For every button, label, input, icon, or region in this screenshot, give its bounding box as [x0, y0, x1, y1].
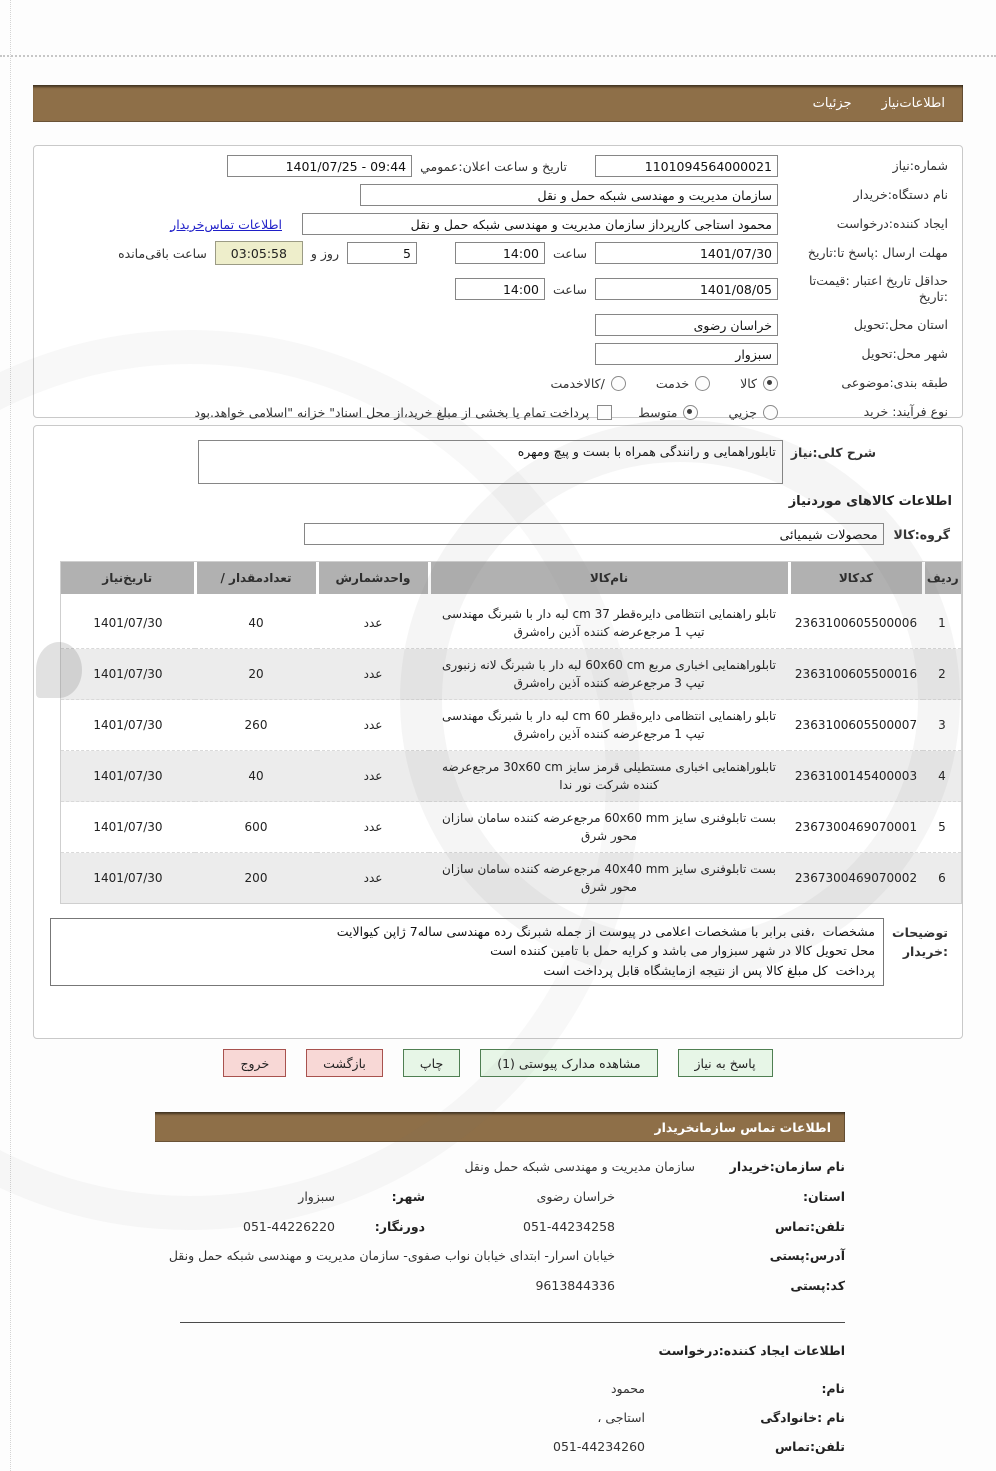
items-table-wrap [60, 561, 962, 904]
item-cell-unit: عدد [317, 649, 429, 700]
category-option-service [656, 376, 710, 391]
contact-phone-value: 051-44234258 [523, 1218, 615, 1234]
contact-province-value: خراسان رضوی [536, 1188, 615, 1204]
item-cell-name: تابلو راهنمایی انتظامی دایره‌قطر 60 cm لبه دار با شبرنگ مهندسی تیپ 1 مرجع‌عرضه کننده آذین راه‌شرق [429, 700, 789, 751]
items-table-header-cell: تاریخ‌نیاز [61, 562, 195, 596]
tab-details[interactable]: جزئیات [812, 96, 852, 111]
request-creator-label: ایجاد کننده:درخواست [836, 216, 948, 232]
price-validity-time-input[interactable] [455, 278, 545, 300]
goods-service-radio-label: /کالاخدمت [550, 375, 605, 391]
creator-first-name-value: محمود [610, 1381, 645, 1396]
back-button[interactable]: بازگشت [306, 1049, 383, 1077]
item-cell-code: 2363100605500006 [794, 616, 918, 630]
need-desc-row [34, 438, 962, 484]
remaining-days-input[interactable] [347, 242, 417, 264]
items-table-header-cell: کدکالا [789, 562, 923, 596]
creator-phone-label: تلفن:تماس [774, 1438, 845, 1454]
delivery-province-label: استان محل:تحویل [853, 317, 948, 333]
item-cell-date: 1401/07/30 [61, 751, 195, 802]
item-cell-code: 2363100605500007 [789, 700, 923, 751]
item-cell-row: 2 [923, 649, 961, 700]
service-radio[interactable] [695, 376, 710, 391]
item-cell-date: 1401/07/30 [61, 802, 195, 853]
reply-deadline-row [44, 241, 948, 265]
goods-group-label: گروه:کالا [893, 526, 950, 542]
subject-category-label: طبقه بندی:موضوعی [841, 375, 948, 391]
creator-last-name-label: نام :خانوادگی [760, 1409, 845, 1425]
item-cell-name: تابلوراهنمایی اخباری مستطیلی قرمز سایز 30x60 cm مرجع‌عرضه کننده شرکت نور ندا [429, 751, 789, 802]
item-cell-code: 2367300469070002 [789, 853, 923, 904]
contact-fax-value: 051-44226220 [243, 1218, 335, 1234]
need-info-panel [33, 145, 963, 418]
item-cell-name: بست تابلوفنری سایز 60x60 mm مرجع‌عرضه کننده سامان سازان محور شرق [429, 802, 789, 853]
contact-postal-value: 9613844336 [535, 1278, 615, 1293]
buyer-org-label: نام دستگاه:خریدار [853, 187, 948, 203]
page-left-border [10, 0, 11, 1471]
contact-phone-fax-row [155, 1218, 845, 1237]
goods-radio[interactable] [763, 376, 778, 391]
item-cell-unit: عدد [317, 751, 429, 802]
items-panel [33, 425, 963, 1039]
subject-category-row [44, 371, 948, 395]
buyer-notes-row [50, 918, 948, 986]
contact-address-row [155, 1247, 845, 1266]
item-cell-row: 4 [923, 751, 961, 802]
contact-province-city-row [155, 1188, 845, 1207]
item-cell-date: 1401/07/30 [61, 853, 195, 904]
view-attachments-button[interactable]: مشاهده مدارک پیوستی (1) [480, 1049, 657, 1077]
item-cell-name: تابلو راهنمایی انتظامی دایره‌قطر 37 cm لبه دار با شبرنگ مهندسی تیپ 1 مرجع‌عرضه کننده آذین راه‌شرق [441, 607, 777, 639]
delivery-province-input[interactable] [595, 314, 778, 336]
creator-phone-value: 051-44234260 [553, 1438, 645, 1454]
item-cell-unit: عدد [317, 700, 429, 751]
item-cell-date: 1401/07/30 [93, 616, 163, 630]
price-validity-row [44, 270, 948, 308]
item-cell-row: 6 [923, 853, 961, 904]
item-cell-date: 1401/07/30 [61, 700, 195, 751]
item-cell-unit: عدد [317, 853, 429, 904]
request-creator-input[interactable] [302, 213, 778, 235]
item-cell-unit: عدد [363, 616, 383, 630]
deadline-hour-label: ساعت [552, 245, 587, 261]
process-type-row [44, 400, 948, 424]
process-option-minor [728, 405, 778, 420]
item-cell-qty: 20 [195, 649, 317, 700]
item-cell-name: بست تابلوفنری سایز 40x40 mm مرجع‌عرضه کننده سامان سازان محور شرق [429, 853, 789, 904]
reply-deadline-label: مهلت ارسال :پاسخ تا:تاریخ [807, 245, 948, 261]
process-option-medium [638, 405, 698, 420]
item-cell-qty: 200 [195, 853, 317, 904]
medium-radio-label: متوسط [638, 404, 678, 420]
contact-fax-label: دورنگار: [374, 1218, 425, 1234]
item-cell-name: تابلوراهنمایی اخباری مربع 60x60 cm لبه دار با شبرنگ لانه زنبوری تیپ 3 مرجع‌عرضه کننده آذین راه‌شرق [429, 649, 789, 700]
contact-org-value: سازمان مدیریت و مهندسی شبکه حمل ونقل [464, 1159, 695, 1174]
medium-radio[interactable] [683, 405, 698, 420]
buyer-contact-section [155, 1158, 845, 1307]
treasury-payment-checkbox[interactable] [597, 405, 612, 420]
price-validity-label: حداقل تاریخ اعتبار :قیمت‌تا :تاریخ [808, 273, 948, 304]
items-section-heading: اطلاعات کالاهای موردنیاز [788, 494, 952, 509]
buyer-contact-link[interactable]: اطلاعات تماس‌خریدار [170, 216, 282, 232]
exit-button[interactable]: خروج [223, 1049, 286, 1077]
item-cell-qty: 260 [195, 700, 317, 751]
need-number-input[interactable] [595, 155, 778, 177]
announce-label: تاریخ و ساعت اعلان:عمومي [420, 158, 567, 174]
top-tab-bar [33, 85, 963, 122]
reply-to-need-button[interactable]: پاسخ به نیاز [678, 1049, 773, 1077]
category-option-goods-service [550, 376, 625, 391]
contact-address-value: خیابان اسرار- ابتدای خیابان نواب صفوی- سازمان مدیریت و مهندسی شبکه حمل ونقل [168, 1248, 615, 1264]
buyer-notes-label: توضیحات :خریدار [892, 925, 948, 959]
items-table-header-cell: ردیف [923, 562, 961, 596]
buyer-org-input[interactable] [360, 184, 778, 206]
items-table-header-row [61, 562, 961, 596]
item-cell-date: 1401/07/30 [61, 649, 195, 700]
print-button[interactable]: چاپ [403, 1049, 460, 1077]
treasury-payment-label: پرداخت تمام یا بخشی از مبلغ خرید،از محل اسناد" خزانه "اسلامی خواهد.بود [194, 404, 590, 420]
reply-deadline-date-input[interactable] [595, 242, 778, 264]
category-option-goods [740, 376, 778, 391]
item-cell-qty: 40 [248, 616, 264, 630]
delivery-city-label: شهر محل:تحویل [861, 346, 948, 362]
buyer-contact-bar-title: اطلاعات تماس سازمانخریدار [654, 1119, 831, 1135]
minor-radio[interactable] [763, 405, 778, 420]
price-validity-date-input[interactable] [595, 278, 778, 300]
item-cell-row: 3 [923, 700, 961, 751]
creator-first-name-row [155, 1380, 845, 1399]
section-divider [180, 1322, 845, 1323]
goods-group-input[interactable] [304, 523, 884, 545]
item-cell-unit: عدد [317, 802, 429, 853]
contact-city-value: سبزوار [298, 1188, 335, 1204]
item-row [61, 596, 961, 649]
creator-info-section [155, 1380, 845, 1466]
item-row [61, 853, 961, 904]
validity-hour-label: ساعت [552, 281, 587, 297]
item-cell-row: 5 [923, 802, 961, 853]
need-desc-label: شرح کلی:نیاز [790, 445, 876, 460]
item-row [61, 700, 961, 751]
countdown-timer: 03:05:58 [215, 241, 303, 265]
hours-remaining-label: ساعت باقی‌مانده [118, 245, 207, 261]
buyer-org-row [44, 183, 948, 207]
minor-radio-label: جزيي [728, 404, 757, 420]
delivery-city-input[interactable] [595, 343, 778, 365]
creator-last-name-row [155, 1409, 845, 1428]
item-cell-qty: 600 [195, 802, 317, 853]
item-cell-code: 2363100145400003 [789, 751, 923, 802]
items-table [61, 562, 961, 903]
creator-phone-row [155, 1438, 845, 1457]
creator-last-name-value: استاجی ، [597, 1409, 645, 1425]
top-divider [0, 55, 996, 57]
action-buttons-row [33, 1049, 963, 1077]
contact-postal-label: کد:پستی [790, 1278, 845, 1293]
buyer-contact-bar [155, 1112, 845, 1142]
buyer-notes-box[interactable] [50, 918, 884, 986]
creator-info-heading: اطلاعات ایجاد کننده:درخواست [658, 1343, 845, 1358]
contact-org-label: نام سازمان:خریدار [729, 1159, 845, 1174]
item-cell-code: 2367300469070001 [789, 802, 923, 853]
need-desc-box[interactable] [198, 440, 783, 484]
item-cell-code: 2363100605500016 [789, 649, 923, 700]
service-radio-label: خدمت [655, 375, 690, 391]
delivery-city-row [44, 342, 948, 366]
request-creator-row [44, 212, 948, 236]
items-table-header-cell: نام‌کالا [429, 562, 789, 596]
contact-address-label: آدرس:پستی [769, 1248, 845, 1264]
need-number-label: شماره:نیاز [892, 158, 948, 174]
days-and-label: روز و [310, 245, 339, 261]
delivery-province-row [44, 313, 948, 337]
announce-datetime-input[interactable] [227, 155, 412, 177]
contact-postal-row [155, 1277, 845, 1296]
goods-service-radio[interactable] [611, 376, 626, 391]
item-cell-qty: 40 [195, 751, 317, 802]
tab-need-info[interactable]: اطلاعات‌نیاز [881, 96, 945, 111]
goods-group-row [34, 509, 962, 545]
goods-radio-label: کالا [740, 375, 757, 391]
item-row [61, 649, 961, 700]
contact-province-label: استان: [802, 1188, 845, 1204]
creator-first-name-label: نام: [821, 1381, 845, 1396]
item-row [61, 802, 961, 853]
reply-deadline-time-input[interactable] [455, 242, 545, 264]
contact-phone-label: تلفن:تماس [774, 1218, 845, 1234]
contact-city-label: شهر: [391, 1188, 425, 1204]
need-number-row [44, 154, 948, 178]
items-table-header-cell: تعدادمقدار / [195, 562, 317, 596]
contact-org-row [155, 1158, 845, 1177]
item-row [61, 751, 961, 802]
items-table-header-cell: واحدشمارش [317, 562, 429, 596]
item-cell-row: 1 [938, 616, 946, 630]
process-type-label: نوع فرآیند: خرید [863, 404, 948, 420]
